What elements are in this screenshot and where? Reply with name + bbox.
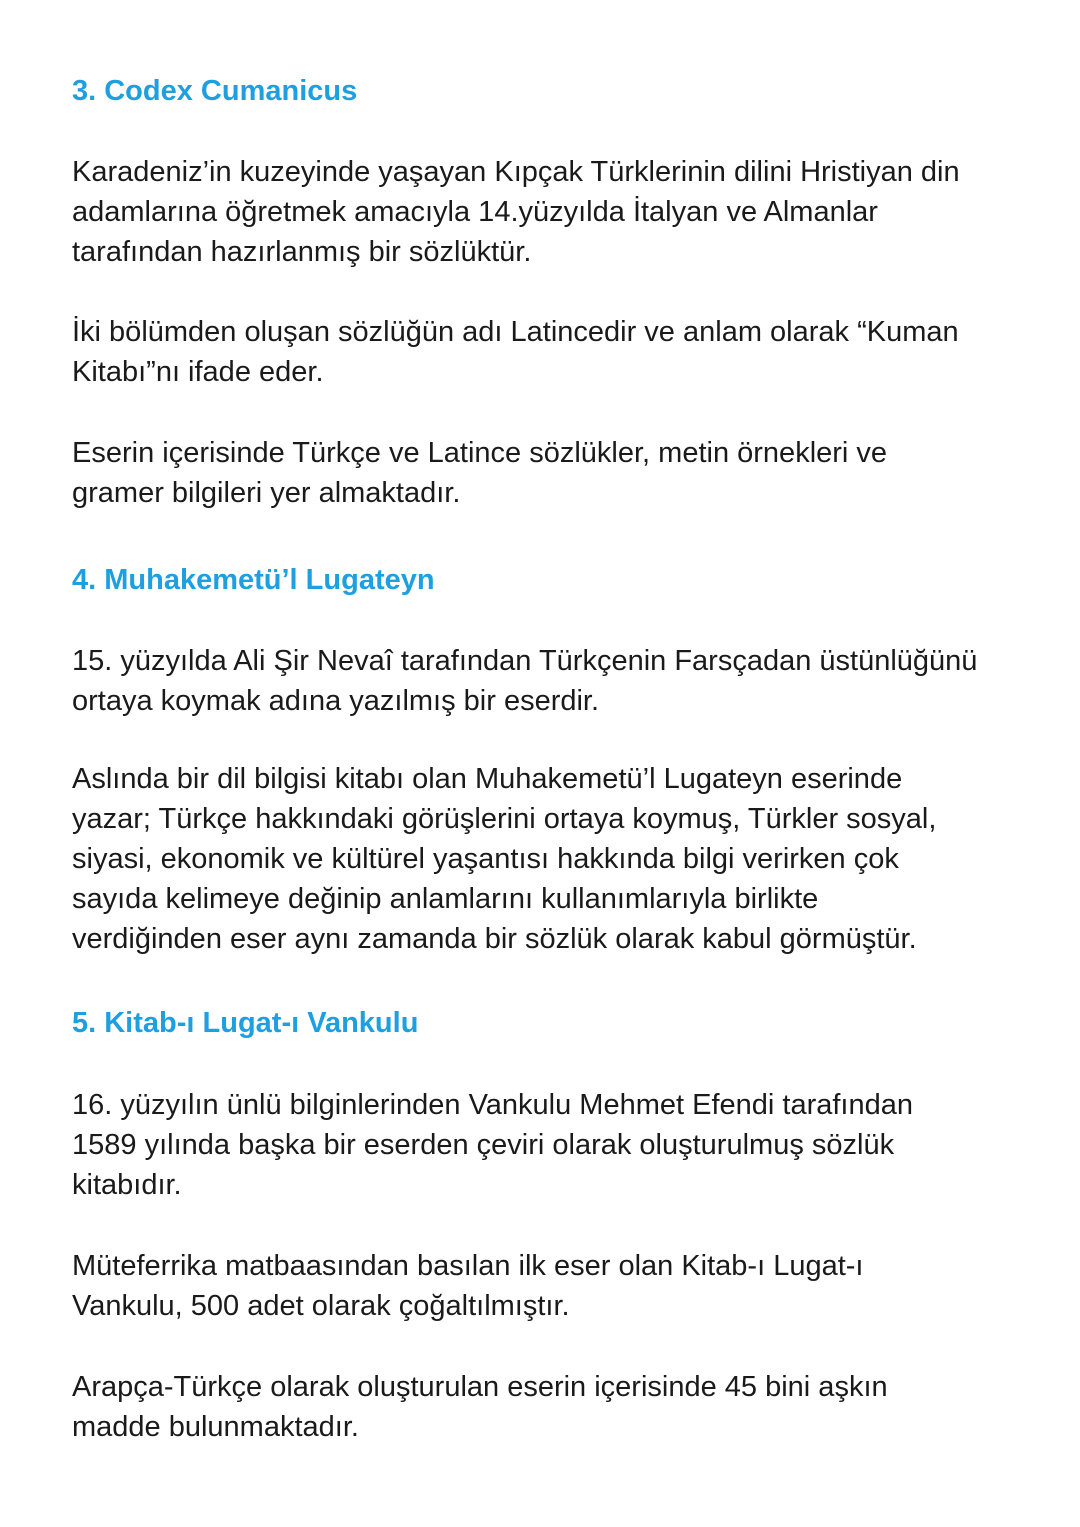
section-heading-muhakemetul-lugateyn: 4. Muhakemetü’l Lugateyn	[72, 564, 435, 596]
muhakemet-paragraph-2	[72, 759, 936, 959]
section-heading-kitab-i-lugat-i-vankulu: 5. Kitab-ı Lugat-ı Vankulu	[72, 1007, 419, 1039]
text-line: 1589 yılında başka bir eserden çeviri olarak oluşturulmuş sözlük	[72, 1129, 895, 1161]
text-line: kitabıdır.	[72, 1169, 182, 1201]
section-heading-codex-cumanicus: 3. Codex Cumanicus	[72, 75, 358, 107]
text-line: gramer bilgileri yer almaktadır.	[72, 477, 461, 509]
codex-paragraph-2	[72, 312, 959, 392]
text-line: sayıda kelimeye değinip anlamlarını kullanımlarıyla birlikte	[72, 883, 819, 915]
muhakemet-paragraph-1	[72, 641, 977, 721]
text-line: 15. yüzyılda Ali Şir Nevaî tarafından Türkçenin Farsçadan üstünlüğünü	[72, 645, 978, 677]
codex-paragraph-3	[72, 433, 887, 513]
text-line: ortaya koymak adına yazılmış bir eserdir.	[72, 685, 600, 717]
text-line: Karadeniz’in kuzeyinde yaşayan Kıpçak Türklerinin dilini Hristiyan din	[72, 156, 960, 188]
text-line: adamlarına öğretmek amacıyla 14.yüzyılda İtalyan ve Almanlar	[72, 196, 878, 228]
text-line: 16. yüzyılın ünlü bilginlerinden Vankulu Mehmet Efendi tarafından	[72, 1089, 913, 1121]
text-line: Kitabı”nı ifade eder.	[72, 356, 324, 388]
text-line: Müteferrika matbaasından basılan ilk eser olan Kitab-ı Lugat-ı	[72, 1250, 864, 1282]
text-line: tarafından hazırlanmış bir sözlüktür.	[72, 236, 532, 268]
text-line: siyasi, ekonomik ve kültürel yaşantısı hakkında bilgi verirken çok	[72, 843, 899, 875]
text-line: Vankulu, 500 adet olarak çoğaltılmıştır.	[72, 1290, 570, 1322]
vankulu-paragraph-1	[72, 1085, 913, 1205]
text-line: Aslında bir dil bilgisi kitabı olan Muhakemetü’l Lugateyn eserinde	[72, 763, 903, 795]
vankulu-paragraph-3	[72, 1367, 888, 1447]
text-line: verdiğinden eser aynı zamanda bir sözlük olarak kabul görmüştür.	[72, 923, 917, 955]
vankulu-paragraph-2	[72, 1246, 863, 1326]
text-line: Arapça-Türkçe olarak oluşturulan eserin içerisinde 45 bini aşkın	[72, 1371, 888, 1403]
text-line: madde bulunmaktadır.	[72, 1411, 359, 1443]
codex-paragraph-1	[72, 152, 960, 272]
text-line: Eserin içerisinde Türkçe ve Latince sözlükler, metin örnekleri ve	[72, 437, 888, 469]
text-line: yazar; Türkçe hakkındaki görüşlerini ortaya koymuş, Türkler sosyal,	[72, 803, 937, 835]
text-line: İki bölümden oluşan sözlüğün adı Latincedir ve anlam olarak “Kuman	[72, 316, 959, 348]
